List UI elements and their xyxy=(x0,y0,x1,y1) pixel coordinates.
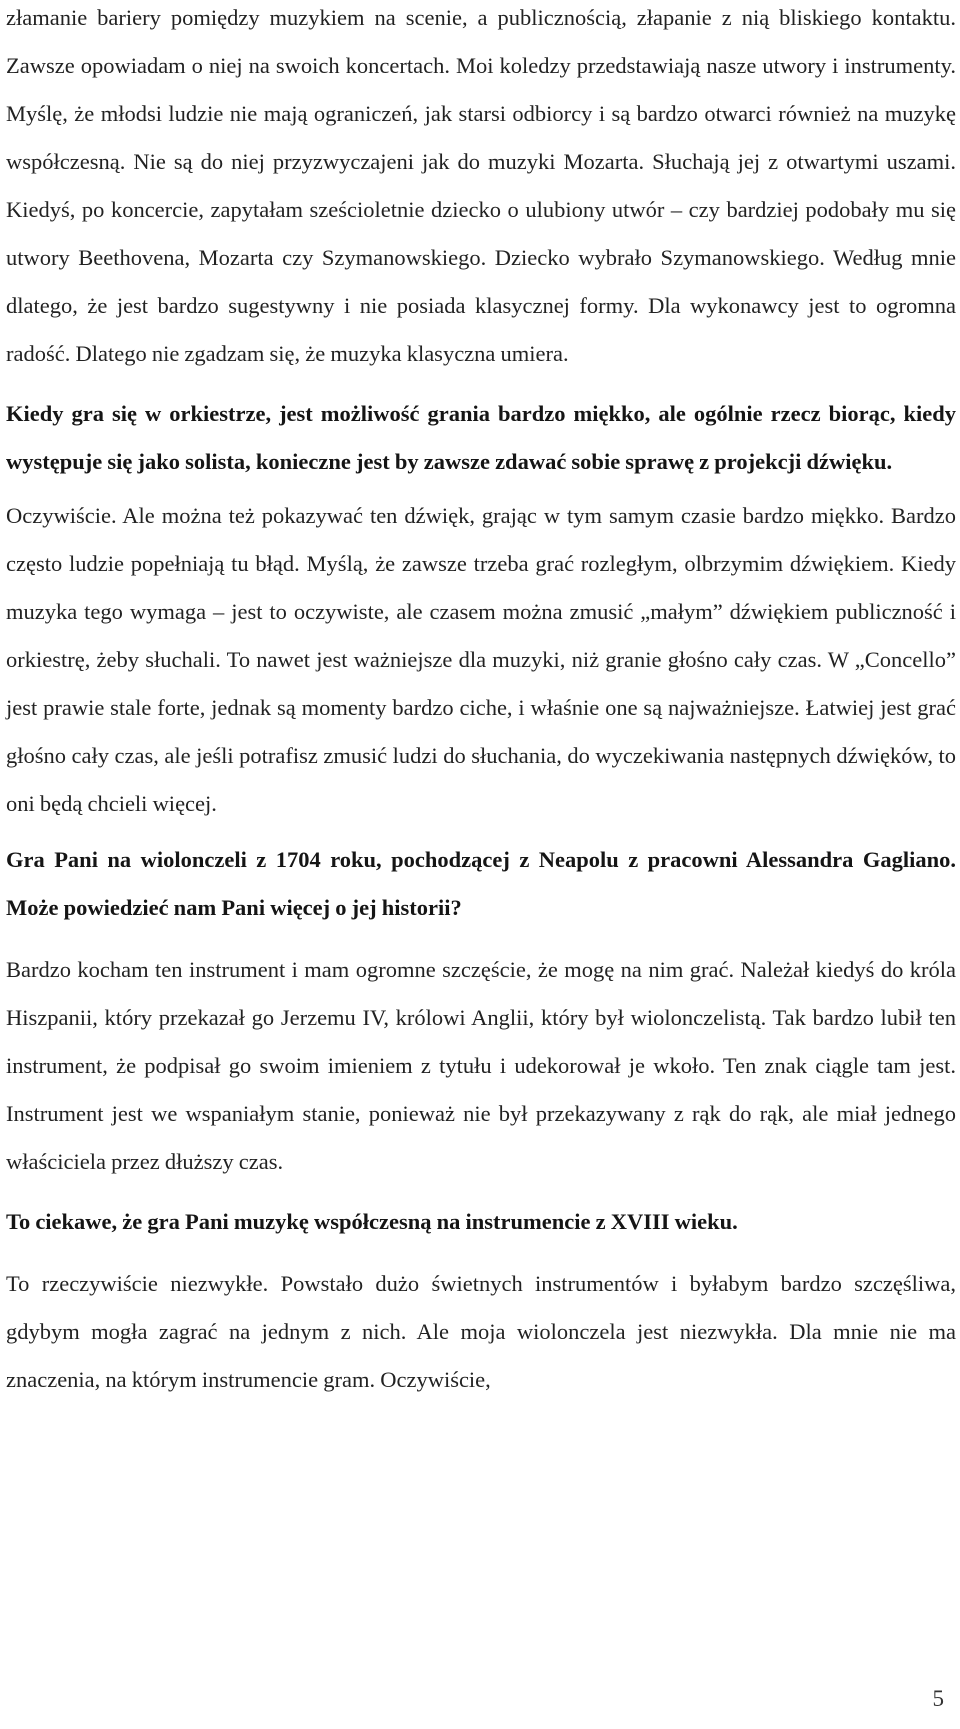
document-page xyxy=(6,0,956,1404)
question-paragraph-3: To ciekawe, że gra Pani muzykę współczesną na instrumencie z XVIII wieku. xyxy=(6,1209,738,1234)
answer-paragraph-1: złamanie bariery pomiędzy muzykiem na scenie, a publicznością, złapanie z nią bliskiego kontaktu. Zawsze opowiadam o niej na swoich koncertach. Moi koledzy przedstawiają nasze utwory i instrumenty. Myślę, że młodsi ludzie nie mają ograniczeń, jak starsi odbiorcy i są bardzo otwarci również na muzykę współczesną. Nie są do niej przyzwyczajeni jak do muzyki Mozarta. Słuchają jej z otwartymi uszami. Kiedyś, po koncercie, zapytałam sześcioletnie dziecko o ulubiony utwór – czy bardziej podobały mu się utwory Beethovena, Mozarta czy Szymanowskiego. Dziecko wybrało Szymanowskiego. Według mnie dlatego, że jest bardzo sugestywny i nie posiada klasycznej formy. Dla wykonawcy jest to ogromna radość. Dlatego nie zgadzam się, że muzyka klasyczna umiera. xyxy=(6,5,956,366)
question-paragraph-1: Kiedy gra się w orkiestrze, jest możliwość grania bardzo miękko, ale ogólnie rzecz biorąc, kiedy występuje się jako solista, konieczne jest by zawsze zdawać sobie sprawę z projekcji dźwięku. xyxy=(6,401,956,474)
answer-paragraph-4: To rzeczywiście niezwykłe. Powstało dużo świetnych instrumentów i byłabym bardzo szczęśliwa, gdybym mogła zagrać na jednym z nich. Ale moja wiolonczela jest niezwykła. Dla mnie nie ma znaczenia, na którym instrumencie gram. Oczywiście, xyxy=(6,1271,956,1392)
answer-paragraph-3: Bardzo kocham ten instrument i mam ogromne szczęście, że mogę na nim grać. Należał kiedyś do króla Hiszpanii, który przekazał go Jerzemu IV, królowi Anglii, który był wiolonczelistą. Tak bardzo lubił ten instrument, że podpisał go swoim imieniem z tytułu i udekorował je wkoło. Ten znak ciągle tam jest. Instrument jest we wspaniałym stanie, ponieważ nie był przekazywany z rąk do rąk, ale miał jednego właściciela przez dłuższy czas. xyxy=(6,957,956,1174)
page-number: 5 xyxy=(932,1686,944,1711)
answer-paragraph-2: Oczywiście. Ale można też pokazywać ten dźwięk, grając w tym samym czasie bardzo miękko. Bardzo często ludzie popełniają tu błąd. Myślą, że zawsze trzeba grać rozległym, olbrzymim dźwiękiem. Kiedy muzyka tego wymaga – jest to oczywiste, ale czasem można zmusić „małym” dźwiękiem publiczność i orkiestrę, żeby słuchali. To nawet jest ważniejsze dla muzyki, niż granie głośno cały czas. W „Concello” jest prawie stale forte, jednak są momenty bardzo ciche, i właśnie one są najważniejsze. Łatwiej jest grać głośno cały czas, ale jeśli potrafisz zmusić ludzi do słuchania, do wyczekiwania następnych dźwięków, to oni będą chcieli więcej. xyxy=(6,503,956,816)
question-paragraph-2: Gra Pani na wiolonczeli z 1704 roku, pochodzącej z Neapolu z pracowni Alessandra Gagliano. Może powiedzieć nam Pani więcej o jej historii? xyxy=(6,847,956,920)
